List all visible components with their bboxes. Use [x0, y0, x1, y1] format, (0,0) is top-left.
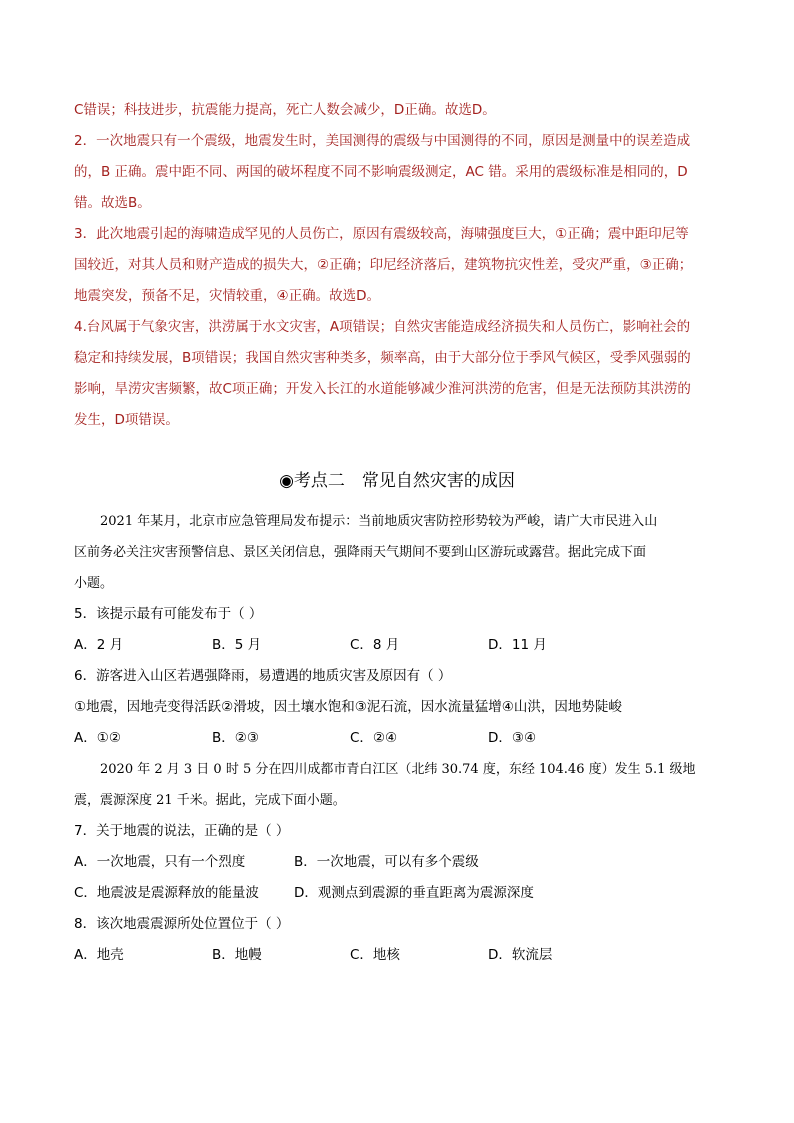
- option-d: D．11 月: [488, 637, 547, 653]
- questions-block: [74, 506, 724, 971]
- option-a: A．一次地震，只有一个烈度: [74, 854, 246, 870]
- answer-line: C错误；科技进步，抗震能力提高，死亡人数会减少，D正确。故选D。: [74, 102, 496, 118]
- option-d: D．③④: [488, 730, 537, 746]
- option-c: C．②④: [350, 730, 398, 746]
- question-5-stem: 5．该提示最有可能发布于（ ）: [74, 606, 263, 622]
- question-7-stem: 7．关于地震的说法，正确的是（ ）: [74, 823, 290, 839]
- answer-explanations: [74, 95, 724, 436]
- option-c: C．地核: [350, 947, 400, 963]
- question-8-options: [74, 940, 724, 971]
- material-line: 2020 年 2 月 3 日 0 时 5 分在四川成都市青白江区（北纬 30.74 度，东经 104.46 度）发生 5.1 级地: [100, 762, 696, 777]
- question-6-items: ①地震，因地壳变得活跃②滑坡，因土壤水饱和③泥石流，因水流量猛增④山洪，因地势陡峻: [74, 699, 622, 715]
- option-b: B．②③: [212, 730, 259, 746]
- question-8-stem: 8．该次地震震源所处位置位于（ ）: [74, 916, 290, 932]
- option-c: C．8 月: [350, 637, 400, 653]
- option-c: C．地震波是震源释放的能量波: [74, 885, 259, 901]
- section-title: ◉考点二 常见自然灾害的成因: [279, 471, 515, 491]
- option-d: D．软流层: [488, 947, 553, 963]
- answer-line: 地震突发，预备不足，灾情较重，④正确。故选D。: [74, 288, 380, 304]
- question-6-stem: 6．游客进入山区若遇强降雨，易遭遇的地质灾害及原因有（ ）: [74, 668, 452, 684]
- question-7-options-row-2: [74, 878, 724, 909]
- answer-line: 发生，D项错误。: [74, 412, 179, 428]
- option-a: A．2 月: [74, 637, 124, 653]
- option-d: D．观测点到震源的垂直距离为震源深度: [294, 885, 534, 901]
- answer-line: 国较近，对其人员和财产造成的损失大，②正确；印尼经济落后，建筑物抗灾性差，受灾严重，③正确；: [74, 257, 693, 273]
- option-a: A．①②: [74, 730, 121, 746]
- material-line: 小题。: [74, 576, 114, 591]
- option-b: B．一次地震，可以有多个震级: [294, 854, 479, 870]
- material-passage-2: [74, 754, 724, 816]
- answer-line: 3．此次地震引起的海啸造成罕见的人员伤亡，原因有震级较高，海啸强度巨大，①正确；震中距印尼等: [74, 226, 689, 242]
- answer-line: 错。故选B。: [74, 195, 151, 211]
- answer-line: 影响，旱涝灾害频繁，故C项正确；开发入长江的水道能够减少淮河洪涝的危害，但是无法预防其洪涝的: [74, 381, 691, 397]
- answer-line: 2．一次地震只有一个震级，地震发生时，美国测得的震级与中国测得的不同，原因是测量中的误差造成: [74, 133, 691, 149]
- option-a: A．地壳: [74, 947, 124, 963]
- answer-line: 的，B 正确。震中距不同、两国的破坏程度不同不影响震级测定，AC 错。采用的震级标准是相同的，D: [74, 164, 688, 180]
- answer-line: 稳定和持续发展，B项错误；我国自然灾害种类多，频率高，由于大部分位于季风气候区，受季风强弱的: [74, 350, 691, 366]
- question-6-options: [74, 723, 724, 754]
- material-line: 2021 年某月，北京市应急管理局发布提示：当前地质灾害防控形势较为严峻，请广大市民进入山: [100, 514, 658, 529]
- question-5-options: [74, 630, 724, 661]
- option-b: B．地幔: [212, 947, 262, 963]
- material-line: 区前务必关注灾害预警信息、景区关闭信息，强降雨天气期间不要到山区游玩或露营。据此完成下面: [74, 545, 647, 560]
- material-line: 震，震源深度 21 千米。据此，完成下面小题。: [74, 793, 346, 808]
- answer-line: 4.台风属于气象灾害，洪涝属于水文灾害，A项错误；自然灾害能造成经济损失和人员伤亡，影响社会的: [74, 319, 691, 335]
- question-7-options-row-1: [74, 847, 724, 878]
- material-passage-1: [74, 506, 724, 599]
- option-b: B．5 月: [212, 637, 262, 653]
